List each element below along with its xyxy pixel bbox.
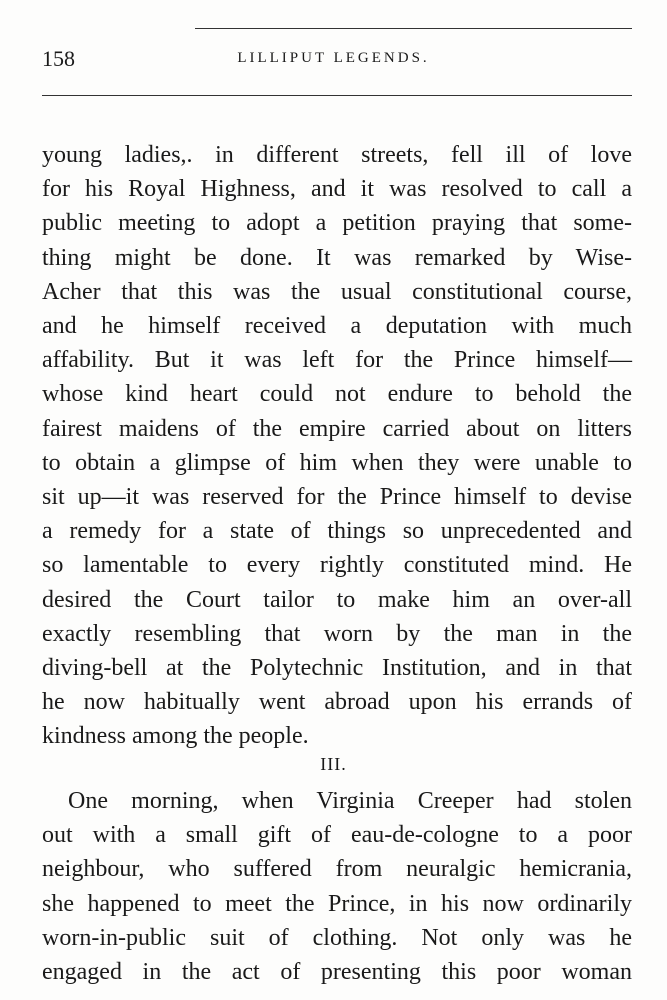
text-line: sit up—it was reserved for the Prince himself to devise: [42, 484, 632, 510]
text-line: to obtain a glimpse of him when they were unable to: [42, 449, 632, 476]
page-number: 158: [42, 46, 75, 71]
running-title: LILLIPUT LEGENDS.: [237, 50, 430, 66]
text-line: fairest maidens of the empire carried about on litters: [42, 415, 632, 442]
text-line: neighbour, who suffered from neuralgic hemicrania,: [42, 856, 632, 883]
text-line: a remedy for a state of things so unprecedented and: [42, 518, 632, 545]
text-line: for his Royal Highness, and it was resolved to call a: [42, 176, 632, 203]
section-heading: III.: [320, 754, 347, 774]
text-line: One morning, when Virginia Creeper had stolen: [68, 788, 632, 814]
text-line: so lamentable to every rightly constituted mind. He: [42, 552, 632, 579]
text-line: out with a small gift of eau-de-cologne to a poor: [42, 822, 632, 849]
text-line: thing might be done. It was remarked by Wise-: [42, 244, 632, 271]
text-line: diving-bell at the Polytechnic Institution, and in that: [42, 655, 632, 681]
text-line: affability. But it was left for the Prince himself—: [42, 347, 632, 374]
text-line: public meeting to adopt a petition praying that some-: [42, 210, 632, 237]
text-line: he now habitually went abroad upon his errands of: [42, 689, 632, 716]
text-line: she happened to meet the Prince, in his now ordinarily: [42, 890, 632, 917]
text-line: young ladies,. in different streets, fell ill of love: [42, 142, 632, 168]
text-line: exactly resembling that worn by the man in the: [42, 620, 632, 647]
top-rule: [195, 28, 632, 29]
text-line: whose kind heart could not endure to behold the: [42, 381, 632, 408]
text-line: desired the Court tailor to make him an over-all: [42, 586, 632, 613]
text-line: Acher that this was the usual constitutional course,: [42, 278, 632, 305]
text-line: worn-in-public suit of clothing. Not only was he: [42, 924, 632, 951]
text-line: kindness among the people.: [42, 723, 309, 750]
text-line: and he himself received a deputation with much: [42, 313, 632, 339]
header-rule: [42, 95, 632, 96]
text-line: engaged in the act of presenting this poor woman: [42, 959, 632, 985]
